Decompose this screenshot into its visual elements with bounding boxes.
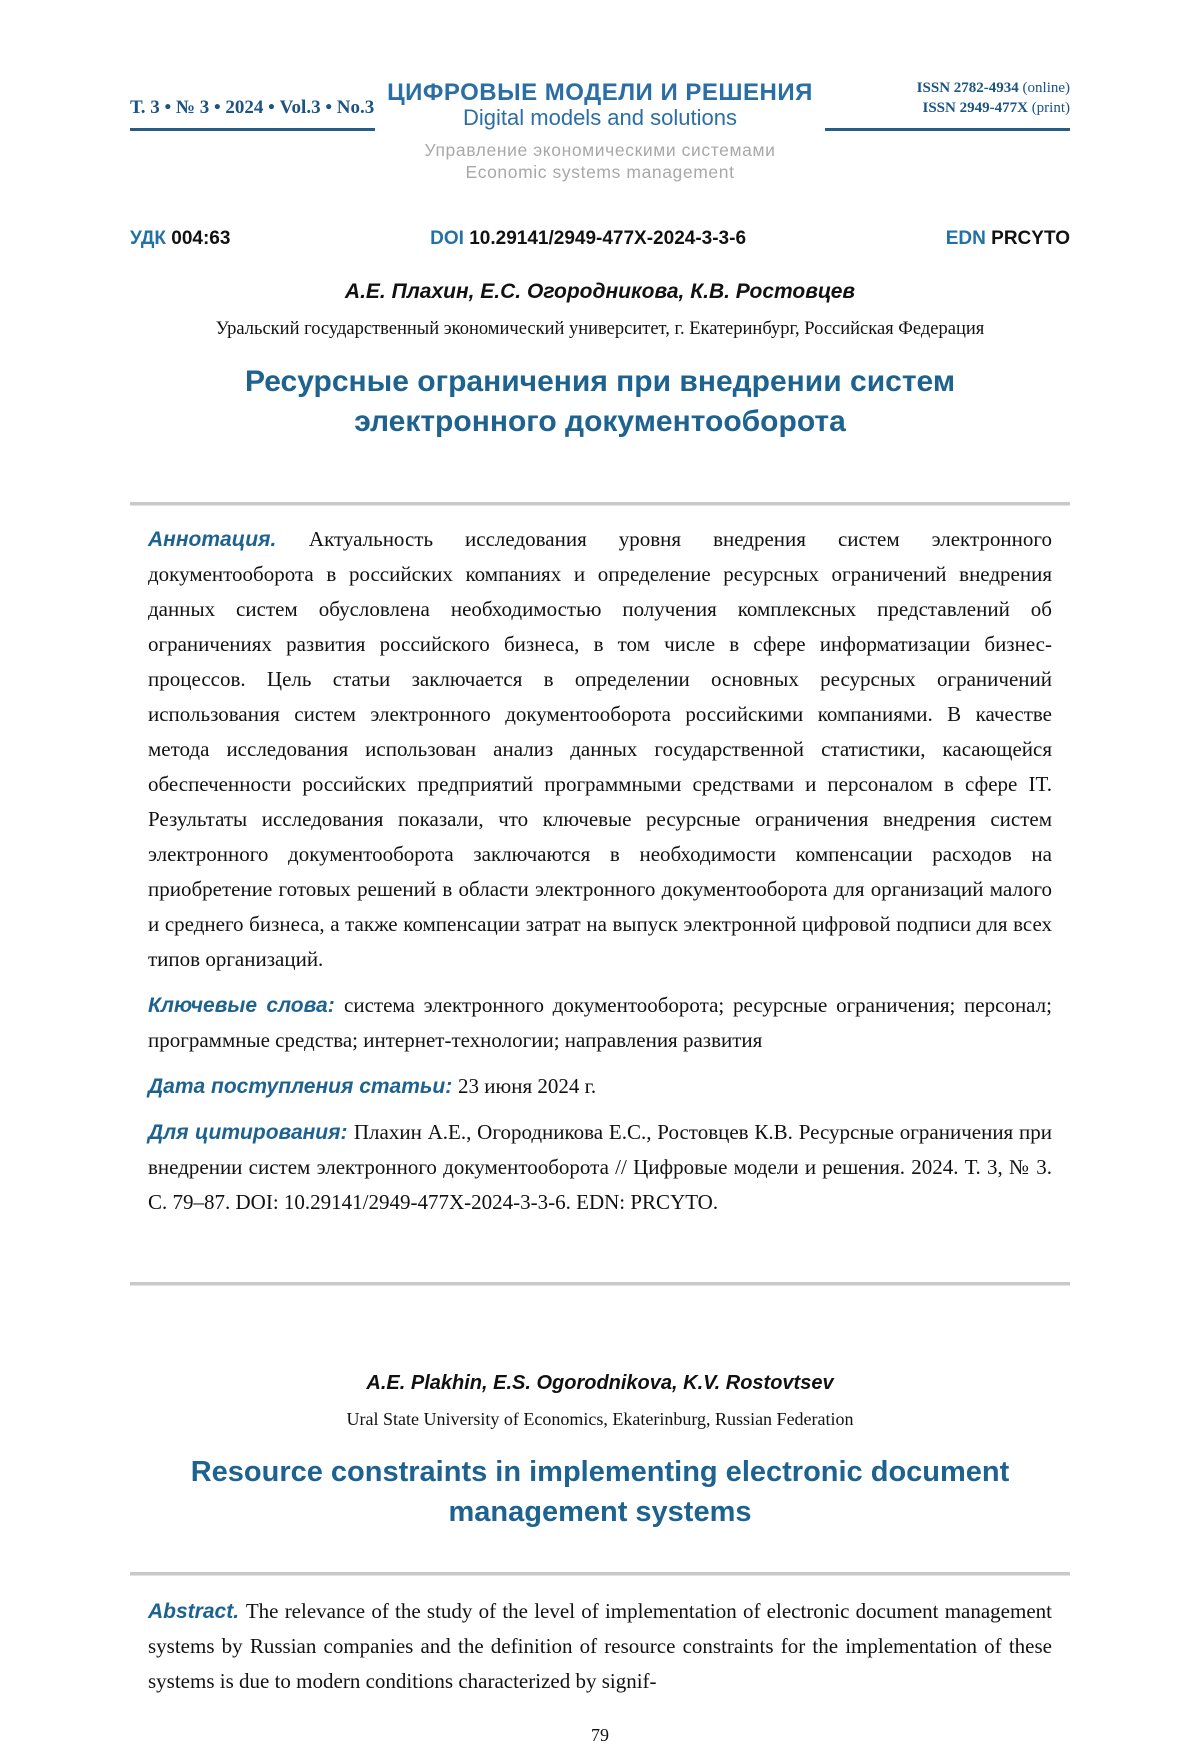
abstract-paragraph-en (148, 1594, 1052, 1699)
issn-online (825, 78, 1070, 98)
abstract-label-en: Abstract. (148, 1600, 246, 1623)
keywords-paragraph-ru (148, 988, 1052, 1058)
abstract-paragraph-ru (148, 522, 1052, 977)
russian-abstract-block (148, 522, 1052, 1220)
keywords-text-ru: система электронного документооборота; ресурсные ограничения; персонал; программные средства; интернет-технологии; направления развития (148, 993, 1052, 1052)
received-date-label: Дата поступления статьи: (148, 1075, 459, 1098)
section-name-en: Economic systems management (465, 162, 735, 183)
masthead-left-rule (130, 97, 375, 131)
abstract-text-ru: Актуальность исследования уровня внедрения систем электронного документооборота в российских компаниях и определение ресурсных ограничений внедрения данных систем обусловлена необходимостью получения комплексных представлений об ограничениях развития российского бизнеса, в том числе в сфере информатизации бизнес-процессов. Цель статьи заключается в определении основных ресурсных ограничений использования систем электронного документооборота российскими компаниями. В качестве метода исследования использован анализ данных государственной статистики, касающейся обеспеченности российских предприятий программными средствами и персоналом в сфере IT. Результаты исследования показали, что ключевые ресурсные ограничения внедрения систем электронного документооборота заключаются в необходимости компенсации расходов на приобретение готовых решений в области электронного документооборота для организаций малого и среднего бизнеса, а также компенсации затрат на выпуск электронной цифровой подписи для всех типов организаций. (148, 527, 1052, 971)
article-title-ru: Ресурсные ограничения при внедрении систем электронного документооборота (244, 365, 956, 438)
article-identifiers-row (130, 228, 1070, 250)
citation-label: Для цитирования: (148, 1121, 354, 1144)
journal-section-block (0, 139, 1200, 185)
citation-paragraph (148, 1115, 1052, 1220)
authors-en: A.E. Plakhin, E.S. Ogorodnikova, K.V. Rostovtsev (366, 1372, 834, 1394)
masthead-right-rule (825, 78, 1070, 131)
issn-print-number: ISSN 2949-477X (922, 100, 1028, 117)
udc-label: УДК (130, 228, 172, 249)
english-abstract-block (148, 1594, 1052, 1699)
authors-ru: А.Е. Плахин, Е.С. Огородникова, К.В. Ростовцев (344, 280, 856, 303)
abstract-label-ru: Аннотация. (148, 528, 309, 551)
page-number: 79 (591, 1725, 609, 1745)
journal-title-en: Digital models and solutions (463, 105, 737, 131)
section-name-ru: Управление экономическими системами (424, 139, 776, 160)
edn-block (946, 228, 1070, 250)
issn-print (825, 98, 1070, 118)
abstract-text-en: The relevance of the study of the level of implementation of electronic document management systems by Russian companies and the definition of resource constraints for the implementation of these systems is due to modern conditions characterized by signif- (148, 1599, 1052, 1693)
udc-value: 004:63 (171, 228, 231, 249)
journal-masthead (130, 0, 1070, 131)
doi-block (430, 228, 746, 250)
udc-block (130, 228, 230, 250)
affiliation-en: Ural State University of Economics, Ekaterinburg, Russian Federation (346, 1409, 854, 1429)
divider-top (130, 502, 1070, 506)
article-title-en: Resource constraints in implementing electronic document management systems (190, 1456, 1010, 1528)
affiliation-ru: Уральский государственный экономический университет, г. Екатеринбург, Российская Федерация (215, 319, 985, 339)
issn-print-type: (print) (1027, 100, 1071, 117)
volume-issue-info: Т. 3 • № 3 • 2024 • Vol.3 • No.3 (130, 96, 375, 118)
issn-online-type: (online) (1018, 80, 1071, 96)
divider-middle (130, 1282, 1070, 1286)
keywords-label-ru: Ключевые слова: (148, 994, 345, 1017)
doi-value: 10.29141/2949-477X-2024-3-3-6 (469, 228, 747, 249)
doi-label: DOI (430, 228, 470, 249)
received-date-paragraph (148, 1069, 1052, 1104)
journal-title-ru: ЦИФРОВЫЕ МОДЕЛИ И РЕШЕНИЯ (387, 79, 813, 107)
issn-online-number: ISSN 2782-4934 (916, 80, 1019, 96)
citation-text: Плахин А.Е., Огородникова Е.С., Ростовцев К.В. Ресурсные ограничения при внедрении систем электронного документооборота // Цифровые модели и решения. 2024. Т. 3, № 3. С. 79–87. DOI: 10.29141/2949-477X-2024-3-3-6. EDN: PRCYTO. (148, 1120, 1052, 1214)
journal-title-block (375, 80, 825, 130)
received-date-value: 23 июня 2024 г. (458, 1074, 597, 1098)
edn-label: EDN (945, 228, 992, 249)
edn-value: PRCYTO (991, 228, 1070, 249)
divider-bottom (130, 1572, 1070, 1576)
